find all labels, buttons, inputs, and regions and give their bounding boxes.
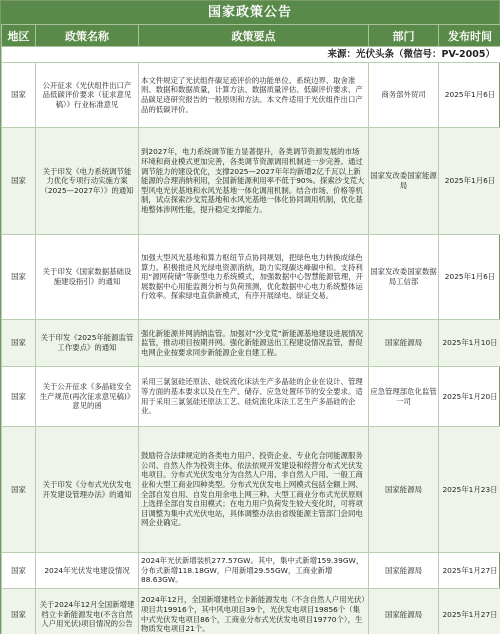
cell-region: 国家: [2, 63, 36, 128]
cell-policy-name: 关于2024年12月全国新增建档立卡新能源发电(不含自然人户用光伏)项目情况的公告: [36, 589, 139, 634]
cell-policy-name: 关于印发《电力系统调节能力优化专项行动实施方案（2025—2027年）》的通知: [36, 128, 139, 235]
cell-department: 国家能源局: [369, 320, 439, 367]
cell-department: 国家发改委国家能源局: [369, 128, 439, 235]
cell-department: 商务部外贸司: [369, 63, 439, 128]
table-row: [2, 427, 500, 553]
table-row: [2, 589, 500, 634]
cell-policy-name: 2024年光伏发电建设情况: [36, 553, 139, 589]
cell-date: 2025年1月23日: [439, 427, 500, 553]
cell-region: 国家: [2, 235, 36, 320]
cell-key-points: 2024年光伏新增装机277.57GW。其中，集中式新增159.39GW，分布式新增118.18GW，户用新增29.55GW，工商业新增88.63GW。: [139, 553, 369, 589]
cell-key-points: 鼓励符合法律规定的各类电力用户、投资企业、专业化合同能源服务公司、自然人作为投资主体，依法依规开发建设和经营分布式光伏发电项目。分布式光伏发电分为自然人户用、非自然人户用、一般工商业和大型工商业四种类型。分布式光伏发电上网模式包括全额上网、全部自发自用、自发自用余电上网三种。大型工商业分布式光伏原则上选择全部自发自用模式；在电力用户负荷发生较大变化时，可将项目调整为集中式光伏电站，具体调整办法由省级能源主管部门会同电网企业确定。: [139, 427, 369, 553]
cell-region: 国家: [2, 553, 36, 589]
page-title: 国家政策公告: [1, 1, 499, 24]
cell-key-points: 2024年12月，全国新增建档立卡新能源发电（不含自然人户用光伏）项目共19916个，其中风电项目39个，光伏发电项目19856个（集中式光伏发电项目86个，工商业分布式光伏发电项目19770个），生物质发电项目21个。: [139, 589, 369, 634]
table-row: [2, 63, 500, 128]
table-row: [2, 320, 500, 367]
cell-key-points: 强化新能源并网消纳监管。加强对“沙戈荒”新能源基地建设进展情况监管，推动项目按期并网。强化新能源送出工程建设情况监管，督促电网企业按要求同步新能源企业自建工程。: [139, 320, 369, 367]
cell-policy-name: 公开征求《光伏组件出口产品低碳评价要求（征求意见稿）》行业标准意见: [36, 63, 139, 128]
cell-policy-name: 关于印发《分布式光伏发电开发建设管理办法》的通知: [36, 427, 139, 553]
cell-region: 国家: [2, 128, 36, 235]
table-row: [2, 128, 500, 235]
cell-region: 国家: [2, 320, 36, 367]
cell-date: 2025年1月27日: [439, 589, 500, 634]
cell-key-points: 到2027年，电力系统调节能力显著提升，各类调节资源发展的市场环境和商业模式更加完善，各类调节资源调用机制进一步完善。通过调节能力的建设优化，支撑2025—2027年年均新增2亿千瓦以上新能源的合理消纳利用，全国新能源利用率不低于90%。探索沙戈荒大型风电光伏基地和水风光基地一体化调用机制。结合市场、价格等机制，试点探索沙戈荒基地和水风光基地一体化协同调用机制，优化基地整体涉网性能，提升稳定支撑能力。: [139, 128, 369, 235]
cell-department: 应急管理部危化监管一司: [369, 367, 439, 427]
header-policy-name: 政策名称: [36, 25, 139, 47]
table-row: [2, 367, 500, 427]
cell-date: 2025年1月6日: [439, 128, 500, 235]
source-row: [2, 47, 500, 63]
cell-date: 2025年1月10日: [439, 320, 500, 367]
cell-policy-name: 关于印发《2025年能源监管工作要点》的通知: [36, 320, 139, 367]
table-row: [2, 235, 500, 320]
header-key-points: 政策要点: [139, 25, 369, 47]
cell-date: 2025年1月6日: [439, 63, 500, 128]
cell-region: 国家: [2, 589, 36, 634]
policy-table: [1, 24, 500, 634]
source-note: 来源：光伏头条（微信号：PV-2005）: [2, 47, 500, 63]
header-date: 发布时间: [439, 25, 500, 47]
cell-policy-name: 关于印发《国家数据基础设施建设指引》的通知: [36, 235, 139, 320]
cell-date: 2025年1月6日: [439, 235, 500, 320]
cell-policy-name: 关于公开征求《多晶硅安全生产规范(再次征求意见稿)》意见的函: [36, 367, 139, 427]
cell-department: 国家能源局: [369, 427, 439, 553]
cell-key-points: 加强大型风光基地和算力枢纽节点协同规划，把绿色电力转换成绿色算力。积极推进风光绿电资源消纳，助力实现碳达峰碳中和。支持利用“源网荷储”等新型电力系统模式，加强数据中心智慧能源管理，开展数据中心用能监测分析与负荷预测，优化数据中心电力系统整体运行效率。探索绿电直供新模式，有序开展绿电、绿证交易。: [139, 235, 369, 320]
cell-department: 国家能源局: [369, 589, 439, 634]
cell-department: 国家能源局: [369, 553, 439, 589]
cell-department: 国家发改委国家数据局工信部: [369, 235, 439, 320]
table-row: [2, 553, 500, 589]
cell-key-points: 采用三氯氢硅还原法、硅烷流化床法生产多晶硅的企业在设计、管理等方面的基本要求以及在生产、储存、应急处置环节的安全要求。适用于采用三氯氢硅还原法工艺、硅烷流化床法工艺生产多晶硅的企业。: [139, 367, 369, 427]
header-department: 部门: [369, 25, 439, 47]
cell-date: 2025年1月27日: [439, 553, 500, 589]
cell-key-points: 本文件规定了光伏组件碳足迹评价的功能单位、系统边界、取舍准则、数据和数据质量，计算方法、数据质量评估、低碳评价要求、产品碳足迹研究报告的一般原则和方法。本文件适用于光伏组件出口产品的低碳评价。: [139, 63, 369, 128]
header-row: [2, 25, 500, 47]
cell-region: 国家: [2, 427, 36, 553]
cell-region: 国家: [2, 367, 36, 427]
header-region: 地区: [2, 25, 36, 47]
cell-date: 2025年1月20日: [439, 367, 500, 427]
